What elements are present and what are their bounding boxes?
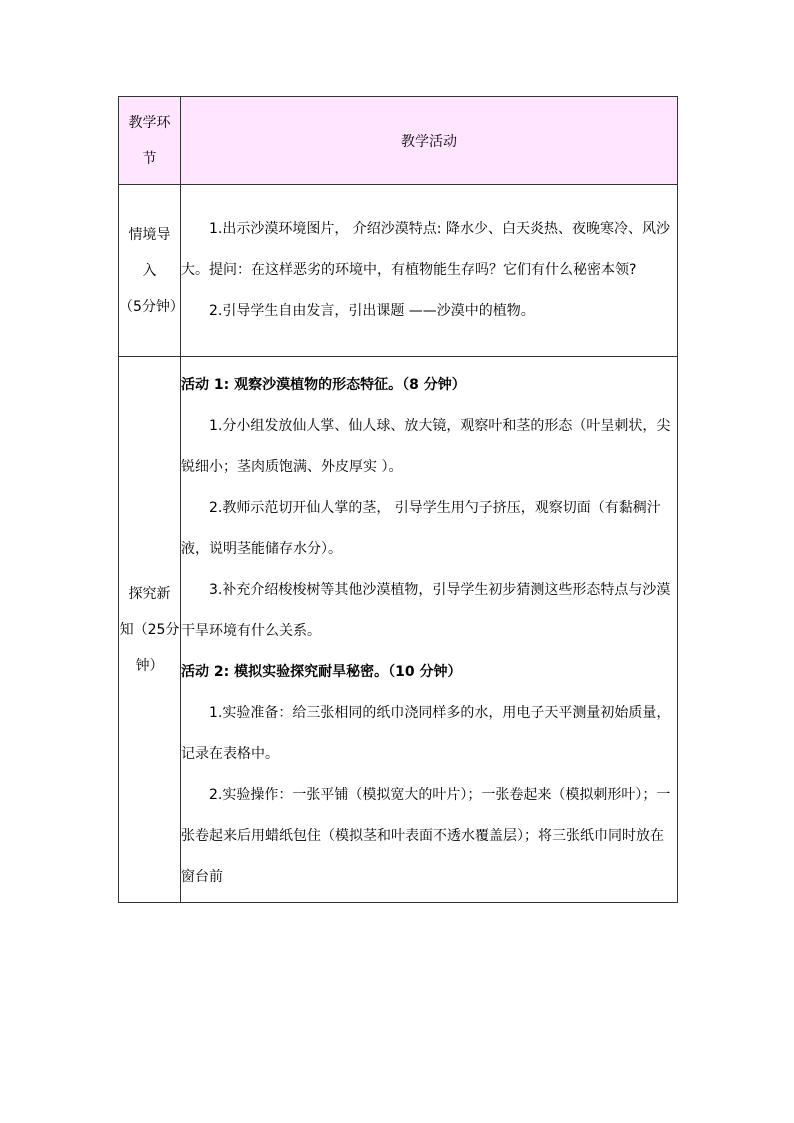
stage-line: 探究新 [128, 585, 171, 602]
lesson-plan-table [118, 96, 678, 903]
activity1-item: 2.教师示范切开仙人掌的茎， 引导学生用勺子挤压，观察切面（有黏稠汁液，说明茎能储存水分）。 [181, 500, 661, 557]
header-stage-cell [119, 97, 181, 185]
stage-line: 钟） [135, 657, 164, 674]
table-row-explore [119, 357, 678, 903]
activity2-item: 2.实验操作：一张平铺（模拟宽大的叶片）；一张卷起来（模拟刺形叶）；一张卷起来后用蜡纸包住（模拟茎和叶表面不透水覆盖层）；将三张纸巾同时放在窗台前 [181, 787, 671, 885]
table-row-situation [119, 185, 678, 357]
activity2-title: 活动 2: 模拟实验探究耐旱秘密。（10 分钟） [181, 664, 462, 680]
paragraph: 2.引导学生自由发言，引出课题 ——沙漠中的植物。 [209, 303, 535, 319]
stage-cell-explore [119, 357, 181, 903]
header-activity-cell: 教学活动 [181, 97, 678, 185]
activity2-item: 1.实验准备：给三张相同的纸巾浇同样多的水，用电子天平测量初始质量，记录在表格中。 [181, 705, 671, 762]
stage-line: 情境导 [128, 226, 171, 243]
activity1-title: 活动 1: 观察沙漠植物的形态特征。（8 分钟） [181, 377, 466, 393]
activity1-item: 1.分小组发放仙人掌、仙人球、放大镜，观察叶和茎的形态（叶呈刺状，尖锐细小；茎肉质饱满、外皮厚实 ）。 [181, 418, 671, 475]
table-header-row [119, 97, 678, 185]
content-cell-situation [181, 185, 678, 357]
header-stage-line1: 教学环 [128, 114, 171, 131]
stage-line: 入 [142, 262, 157, 279]
stage-line: 知（25分 [119, 621, 180, 638]
paragraph: 1.出示沙漠环境图片， 介绍沙漠特点: 降水少、白天炎热、夜晚寒冷、风沙大。提问：在这样恶劣的环境中，有植物能生存吗？它们有什么秘密本领? [181, 221, 670, 278]
stage-line: （5分钟） [119, 298, 184, 315]
stage-cell-situation [119, 185, 184, 357]
header-stage-line2: 节 [142, 150, 157, 167]
activity1-item: 3.补充介绍梭梭树等其他沙漠植物，引导学生初步猜测这些形态特点与沙漠干旱环境有什么关系。 [181, 582, 671, 639]
content-cell-explore [181, 357, 678, 903]
